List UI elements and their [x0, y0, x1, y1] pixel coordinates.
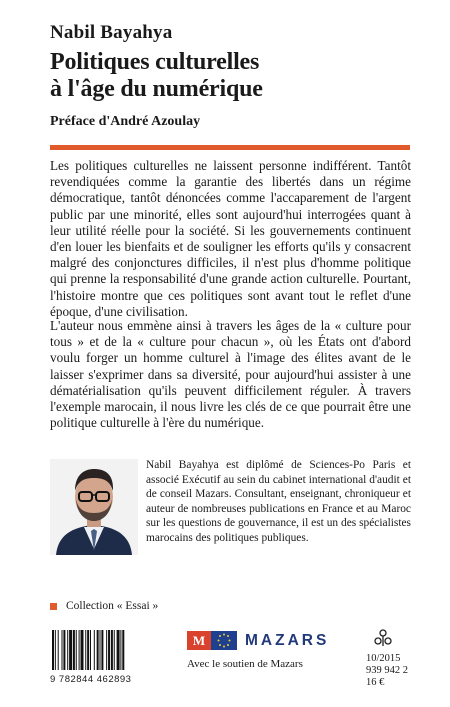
sponsor-logo	[187, 631, 329, 650]
barcode-bars-icon	[50, 630, 145, 674]
barcode-bar	[100, 630, 101, 670]
barcode-bar	[97, 630, 99, 670]
barcode-bar	[67, 630, 68, 670]
bullet-square-icon	[50, 603, 57, 610]
publication-date: 10/2015	[366, 653, 401, 664]
price: 16 €	[366, 677, 385, 688]
title-line-2: à l'âge du numérique	[50, 76, 263, 102]
product-code: 939 942 2	[366, 665, 408, 676]
barcode-bar	[94, 630, 95, 670]
barcode-bar	[81, 630, 84, 670]
collection-label	[50, 600, 158, 612]
barcode-bar	[79, 630, 80, 670]
blurb-paragraph-1: Les politiques culturelles ne laissent personne indifférent. Tantôt revendiquées comme la garantie des libertés dans un régime démocratique, tantôt dénoncées comme l'accaparement de l'argent public par une minorité, elles sont aujourd'hui interrogées quant à leur utilité réelle pour la société. Si les gouvernements continuent d'en louer les bienfaits et de souligner les efforts qu'ils y consacrent malgré des conjonctures difficiles, il n'est plus d'homme politique qui prenne la responsabilité d'une grande action culturelle. Pourtant, l'histoire montre que ces politiques sont avant tout le reflet d'une époque, d'une civilisation.	[50, 158, 411, 319]
author-name: Nabil Bayahya	[50, 22, 173, 43]
barcode-bar	[117, 630, 120, 670]
barcode-bar	[73, 630, 75, 670]
author-photo	[50, 459, 138, 555]
sponsor-name: MAZARS	[245, 631, 330, 649]
sponsor-support-text: Avec le soutien de Mazars	[187, 658, 303, 670]
barcode-bar	[114, 630, 115, 670]
barcode-bar	[106, 630, 107, 670]
publisher-emblem-icon	[372, 629, 394, 647]
author-bio: Nabil Bayahya est diplômé de Sciences-Po Paris et associé Exécutif au sein du cabinet international d'audit et de conseil Mazars. Consultant, enseignant, chroniqueur et auteur de nombreuses publications en France et au Maroc sur les questions de gouvernance, il est un des spécialistes marocains des politiques publiques.	[146, 459, 411, 544]
barcode-bar	[108, 630, 110, 670]
barcode-digits: 9 782844 462893	[50, 674, 132, 685]
mazars-logo-letter: M	[187, 631, 211, 650]
accent-rule	[50, 145, 410, 150]
barcode-bar	[120, 630, 121, 670]
barcode-bar	[62, 630, 63, 670]
eu-stars-icon	[211, 631, 237, 650]
blurb-paragraph-2: L'auteur nous emmène ainsi à travers les âges de la « culture pour tous » et de la « culture pour chacun », où les États ont d'abord voulu forger un homme culturel à l'image des élites avant de le laisser s'exprimer dans sa diversité, pour aujourd'hui assister à une dématérialisation qu'ils peuvent difficilement réguler. À travers l'exemple marocain, il nous livre les clés de ce que pourrait être une politique culturelle à l'ère du numérique.	[50, 318, 411, 431]
barcode-bar	[63, 630, 65, 670]
barcode-bar	[69, 630, 72, 670]
barcode-bar	[85, 630, 86, 670]
barcode-bar	[55, 630, 56, 670]
barcode-bar	[58, 630, 59, 670]
barcode-bar	[52, 630, 54, 670]
author-portrait-icon	[50, 459, 138, 555]
barcode-bar	[111, 630, 113, 670]
barcode-bar	[90, 630, 91, 670]
barcode-bar	[122, 630, 124, 670]
book-title	[50, 49, 263, 103]
mazars-logo-icon	[187, 631, 237, 650]
preface-credit: Préface d'André Azoulay	[50, 114, 201, 129]
title-line-1: Politiques culturelles	[50, 49, 260, 75]
barcode-bar	[101, 630, 103, 670]
barcode-bar	[76, 630, 77, 670]
barcode-bar	[87, 630, 89, 670]
collection-text: Collection « Essai »	[66, 600, 159, 612]
